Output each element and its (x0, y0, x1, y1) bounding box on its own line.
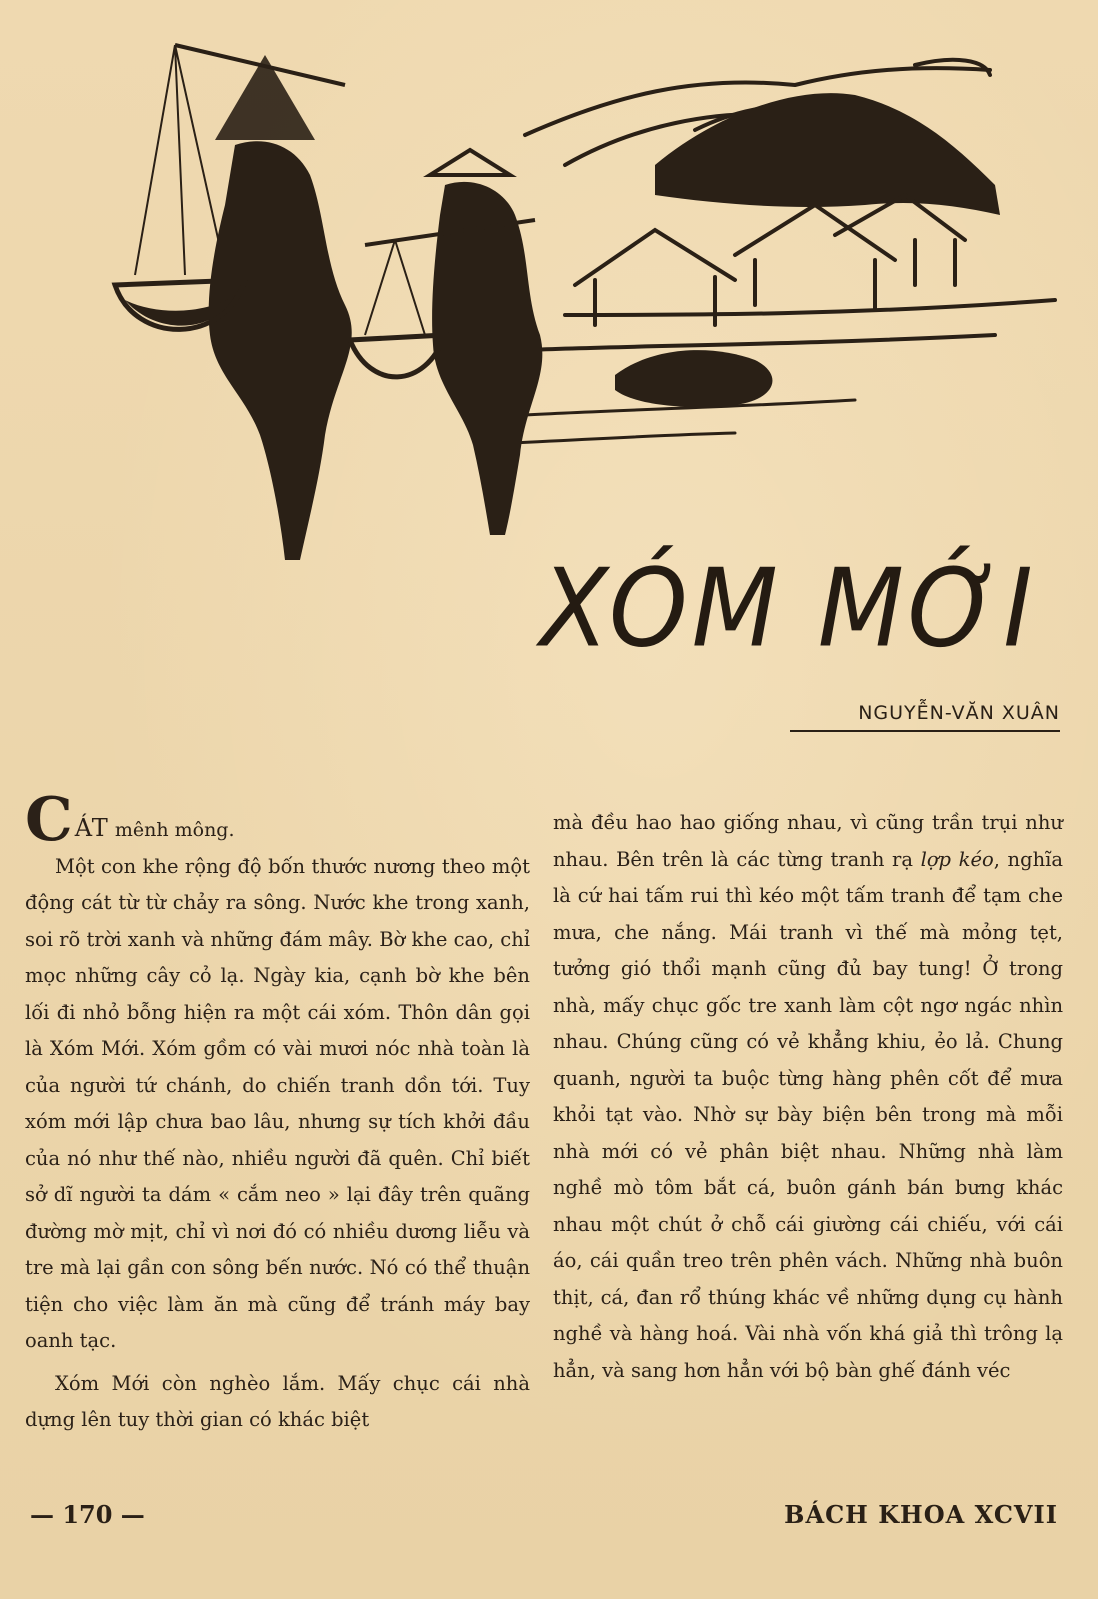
opening-line (25, 785, 530, 855)
first-line-text: mênh mông. (114, 819, 235, 841)
italic-term: lợp kéo (920, 847, 994, 871)
paragraph-1: Một con khe rộng độ bốn thước nương theo một động cát từ từ chảy ra sông. Nước khe trong xanh, soi rõ trời xanh và những đám mây. Bờ khe cao, chỉ mọc những cây cỏ lạ. Ngày kia, cạnh bờ khe bên lối đi nhỏ bỗng hiện ra một cái xóm. Thôn dân gọi là Xóm Mới. Xóm gồm có vài mươi nóc nhà toàn là của người tứ chánh, do chiến tranh dồn tới. Tuy xóm mới lập chưa bao lâu, nhưng sự tích khởi đầu của nó như thế nào, nhiều người đã quên. Chỉ biết sở dĩ người ta dám « cắm neo » lại đây trên quãng đường mờ mịt, chỉ vì nơi đó có nhiều dương liễu và tre mà lại gần con sông bến nước. Nó có thể thuận tiện cho việc làm ăn mà cũng để tránh máy bay oanh tạc. (25, 854, 530, 1352)
dark-mountain (655, 93, 1000, 215)
text-column-left (25, 785, 530, 1445)
ink-illustration (95, 15, 1080, 575)
paragraph-2: Xóm Mới còn nghèo lắm. Mấy chục cái nhà dựng lên tuy thời gian có khác biệt (25, 1371, 530, 1431)
dropcap-letter: C (25, 785, 75, 855)
bush-shadow (615, 350, 772, 407)
magazine-issue: BÁCH KHOA XCVII (784, 1500, 1058, 1529)
right-text-rest: , nghĩa là cứ hai tấm rui thì kéo một tấm tranh để tạm che mưa, che nắng. Mái tranh vì thế mà mỏng tẹt, tưởng gió thổi mạnh cũng đủ bay tung! Ở trong nhà, mấy chục gốc tre xanh làm cột ngơ ngác nhìn nhau. Chúng cũng có vẻ khẳng khiu, ẻo lả. Chung quanh, người ta buộc từng hàng phên cốt để mưa khỏi tạt vào. Nhờ sự bày biện bên trong mà mỗi nhà mới có vẻ phân biệt nhau. Những nhà làm nghề mò tôm bắt cá, buôn gánh bán bưng khác nhau một chút ở chỗ cái giường cái chiếu, với cái áo, cái quần treo trên phên vách. Những nhà buôn thịt, cá, đan rổ thúng khác về những dụng cụ hành nghề và hàng hoá. Vài nhà vốn khá giả thì trông lạ hẳn, và sang hơn hẳn với bộ bàn ghế đánh véc (553, 847, 1063, 1382)
porter-back (350, 150, 542, 535)
right-text-start: mà đều hao hao giống nhau, vì cũng trần trụi như nhau. Bên trên là các từng tranh rạ (553, 811, 1063, 871)
text-column-right (553, 805, 1063, 1389)
porter-front (115, 45, 352, 560)
ground-lines (475, 400, 855, 445)
dropcap-rest: ÁT (74, 814, 109, 842)
village-huts (525, 195, 1055, 350)
article-title: XÓM MỚI (540, 545, 1037, 672)
article-author: NGUYỄN-VĂN XUÂN (790, 702, 1060, 732)
page-number: — 170 — (30, 1500, 145, 1529)
